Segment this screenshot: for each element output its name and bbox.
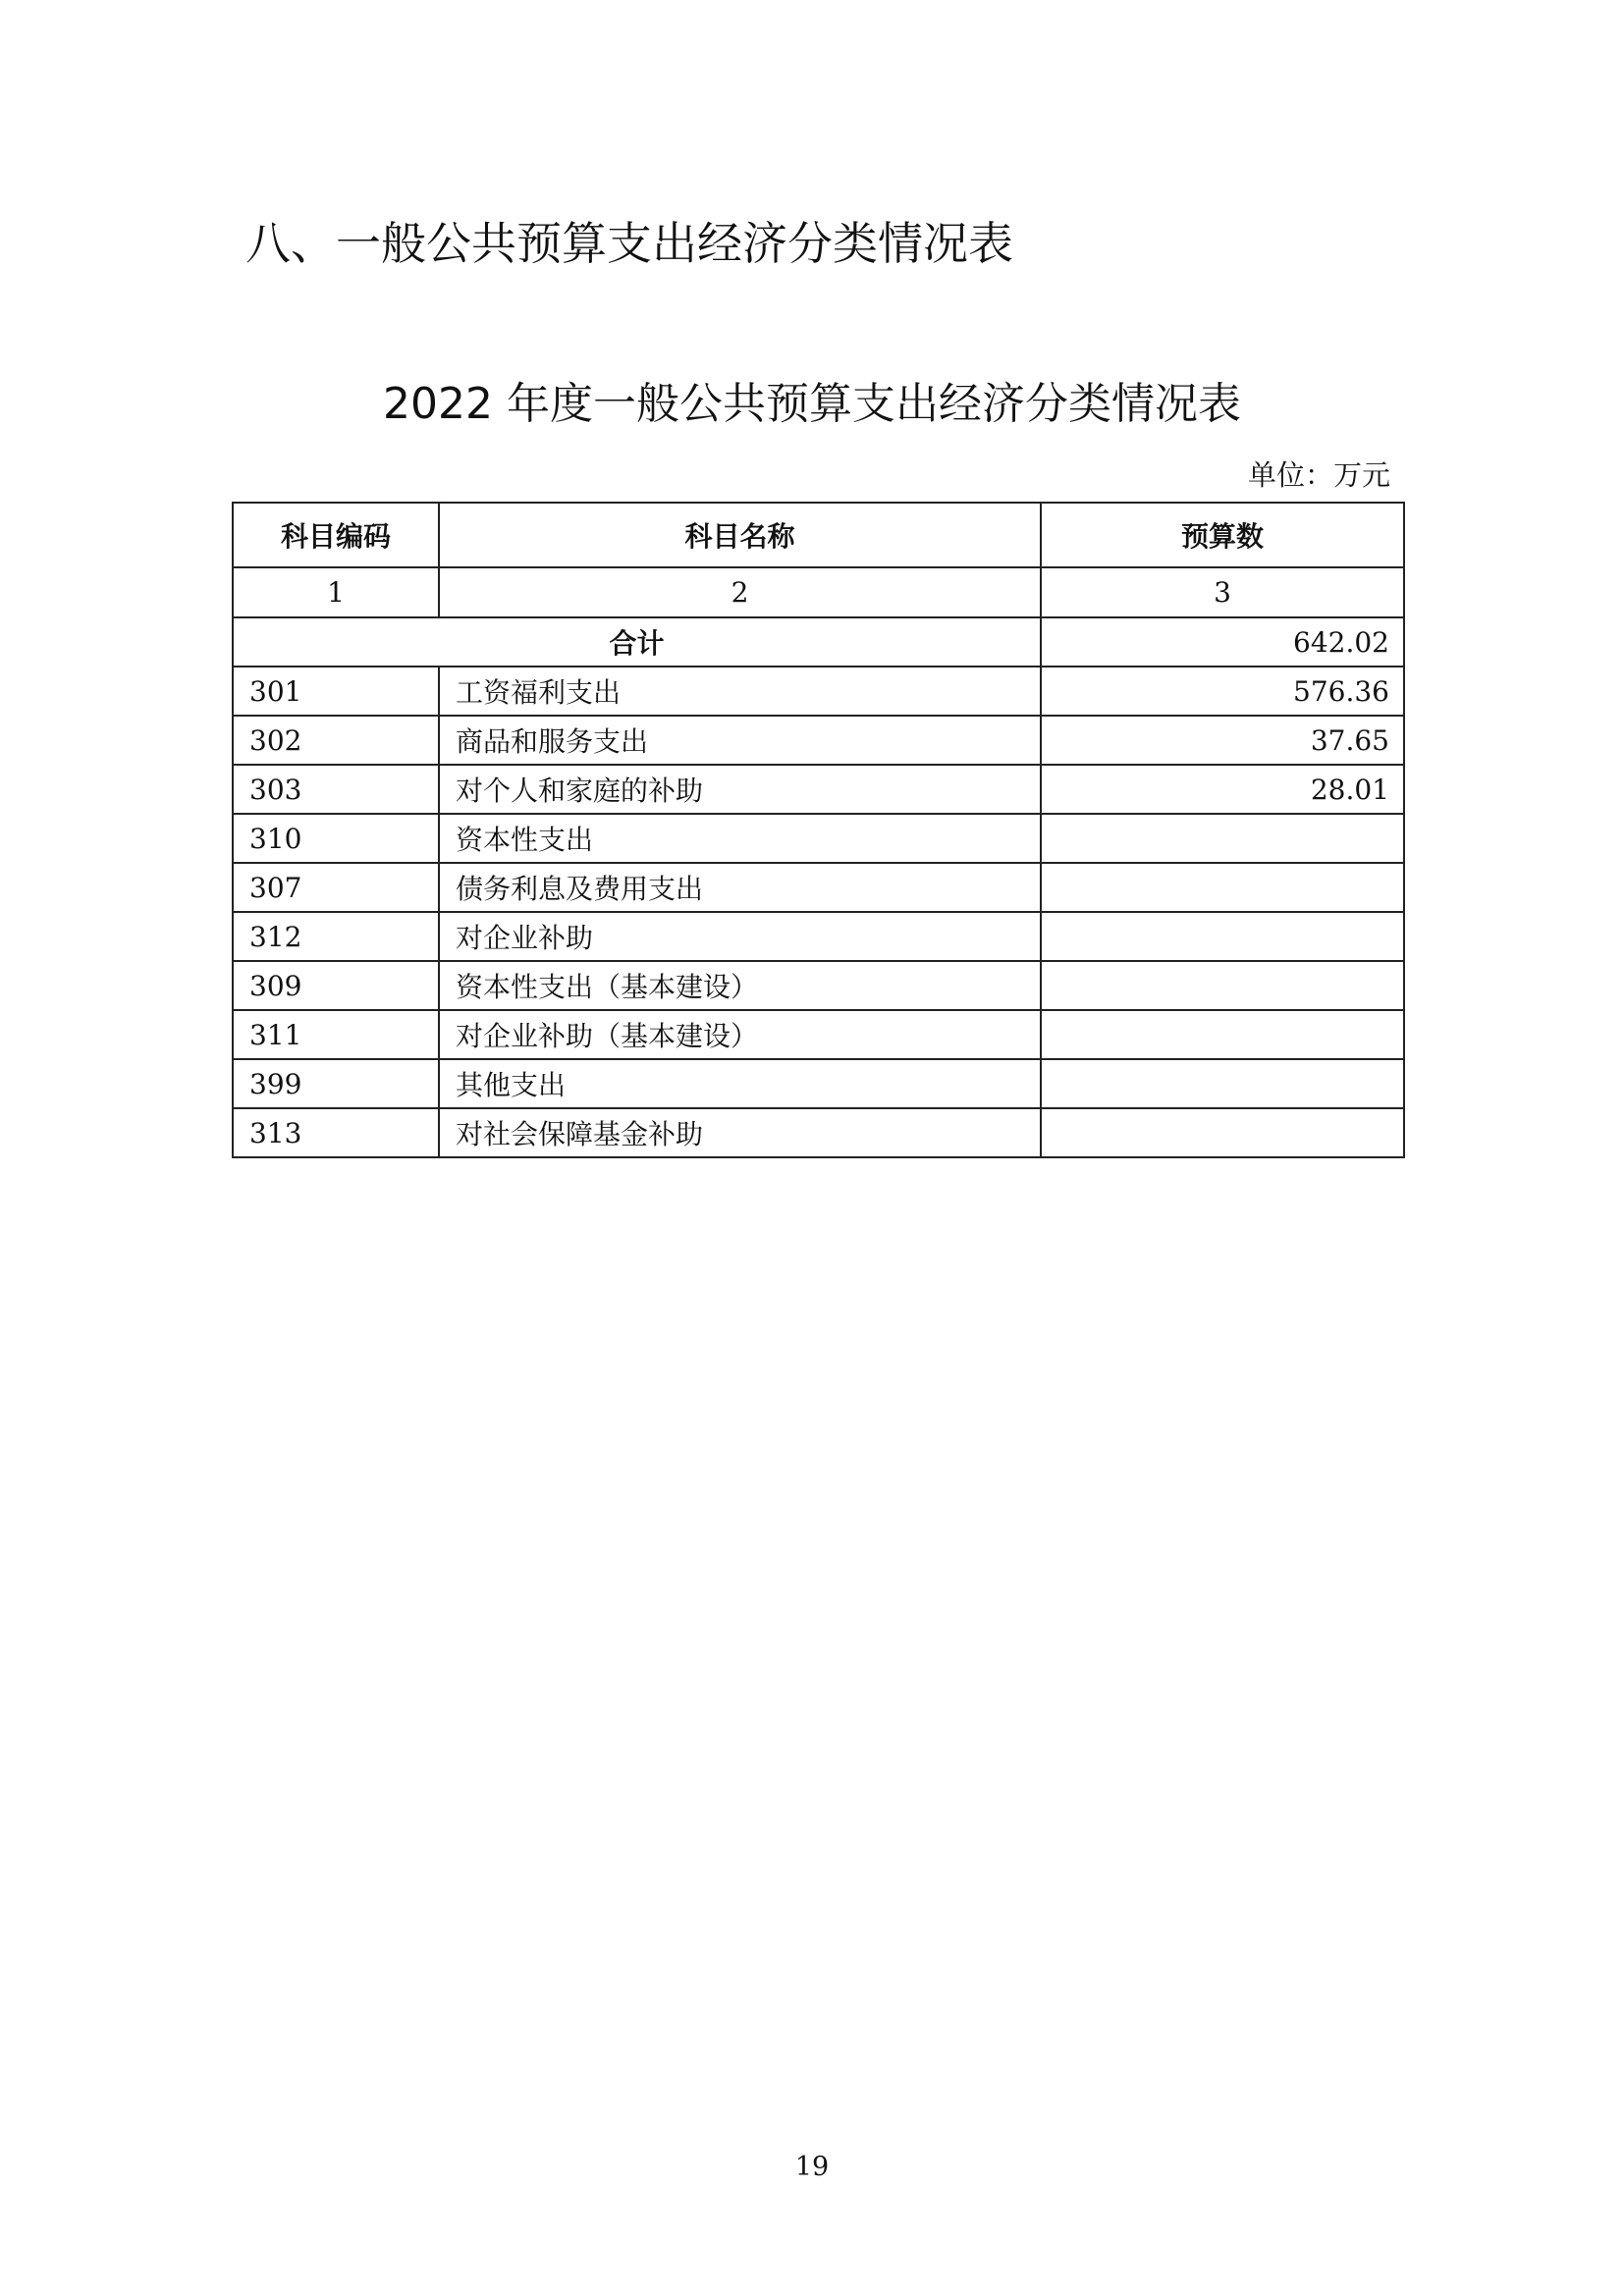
page-number: 19 <box>794 2152 830 2182</box>
table-row <box>233 716 1404 765</box>
row-code: 307 <box>233 863 439 912</box>
table-row <box>233 667 1404 716</box>
row-name: 债务利息及费用支出 <box>439 863 1041 912</box>
total-label: 合计 <box>233 617 1041 667</box>
table-row <box>233 1059 1404 1108</box>
row-code: 311 <box>233 1010 439 1059</box>
table-row <box>233 765 1404 814</box>
row-name: 工资福利支出 <box>439 667 1041 716</box>
row-name: 对个人和家庭的补助 <box>439 765 1041 814</box>
header-amount: 预算数 <box>1041 503 1404 567</box>
row-amount: 28.01 <box>1041 765 1404 814</box>
row-name: 对企业补助（基本建设） <box>439 1010 1041 1059</box>
table-row <box>233 814 1404 863</box>
index-cell: 2 <box>439 567 1041 617</box>
row-code: 309 <box>233 961 439 1010</box>
table-title: 2022 年度一般公共预算支出经济分类情况表 <box>383 379 1241 429</box>
row-name: 商品和服务支出 <box>439 716 1041 765</box>
unit-label: 单位：万元 <box>1247 458 1390 492</box>
header-name: 科目名称 <box>439 503 1041 567</box>
header-code: 科目编码 <box>233 503 439 567</box>
row-code: 302 <box>233 716 439 765</box>
row-amount <box>1041 1010 1404 1059</box>
row-code: 310 <box>233 814 439 863</box>
row-amount <box>1041 863 1404 912</box>
table-row <box>233 961 1404 1010</box>
row-code: 303 <box>233 765 439 814</box>
row-amount <box>1041 912 1404 961</box>
table-row <box>233 1108 1404 1157</box>
row-code: 399 <box>233 1059 439 1108</box>
section-heading: 八、一般公共预算支出经济分类情况表 <box>245 217 1013 270</box>
table-row <box>233 912 1404 961</box>
row-code: 313 <box>233 1108 439 1157</box>
column-index-row <box>233 567 1404 617</box>
row-code: 301 <box>233 667 439 716</box>
table-header-row <box>233 503 1404 567</box>
table-row <box>233 863 1404 912</box>
row-name: 其他支出 <box>439 1059 1041 1108</box>
row-name: 资本性支出 <box>439 814 1041 863</box>
row-amount <box>1041 814 1404 863</box>
index-cell: 3 <box>1041 567 1404 617</box>
row-name: 资本性支出（基本建设） <box>439 961 1041 1010</box>
total-amount: 642.02 <box>1041 617 1404 667</box>
index-cell: 1 <box>233 567 439 617</box>
row-name: 对社会保障基金补助 <box>439 1108 1041 1157</box>
row-amount: 37.65 <box>1041 716 1404 765</box>
row-amount: 576.36 <box>1041 667 1404 716</box>
row-name: 对企业补助 <box>439 912 1041 961</box>
row-amount <box>1041 1059 1404 1108</box>
table-row <box>233 1010 1404 1059</box>
row-amount <box>1041 961 1404 1010</box>
total-row <box>233 617 1404 667</box>
row-amount <box>1041 1108 1404 1157</box>
row-code: 312 <box>233 912 439 961</box>
budget-economic-classification-table <box>232 502 1405 1158</box>
